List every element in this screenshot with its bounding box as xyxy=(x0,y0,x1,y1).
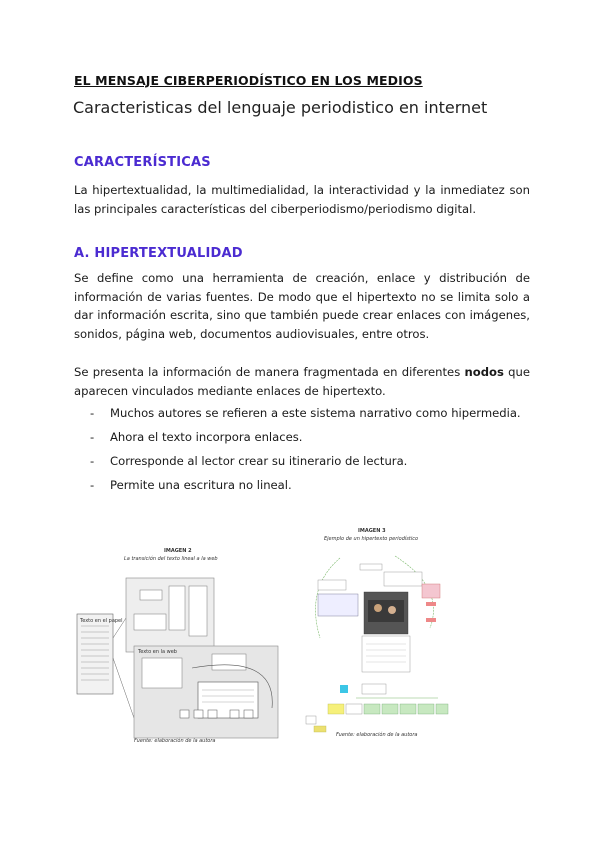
nodos-bold-word: nodos xyxy=(464,365,504,379)
diagram-hypertext-network xyxy=(300,528,450,740)
hipertextualidad-bullet-list xyxy=(90,404,521,500)
bullet-dash: - xyxy=(90,478,95,492)
caracteristicas-paragraph: La hipertextualidad, la multimedialidad, la interactividad y la inmediatez son las principales características del ciberperiodismo/periodismo digital. xyxy=(74,183,530,216)
section-heading-hipertextualidad: A. HIPERTEXTUALIDAD xyxy=(74,246,243,261)
bullet-dash: - xyxy=(90,454,95,468)
list-item xyxy=(90,404,521,428)
bullet-dash: - xyxy=(90,406,95,420)
section-heading-caracteristicas: CARACTERÍSTICAS xyxy=(74,155,211,170)
bullet-text: Permite una escritura no lineal. xyxy=(110,478,292,492)
figure-label: IMAGEN 3 xyxy=(358,528,386,534)
list-item xyxy=(90,452,521,476)
hipertextualidad-paragraph: Se define como una herramienta de creación, enlace y distribución de información de varias fuentes. De modo que el hipertexto no se limita solo a dar información escrita, sino que también puede crear enlaces con imágenes, sonidos, página web, documentos audiovisuales, entre otros. xyxy=(74,271,530,341)
figure-footer: Fuente: elaboración de la autora xyxy=(134,738,216,744)
figure-image-2 xyxy=(72,548,284,746)
nodos-paragraph xyxy=(74,363,530,400)
figure-footer: Fuente: elaboración de la autora xyxy=(336,732,418,738)
list-item xyxy=(90,428,521,452)
document-subtitle: Caracteristicas del lenguaje periodistico en internet xyxy=(73,98,488,117)
figure-text-col-label: Texto en el papel xyxy=(80,618,123,624)
document-title: EL MENSAJE CIBERPERIODÍSTICO EN LOS MEDIOS xyxy=(74,73,423,88)
figure-web-label: Texto en la web xyxy=(138,649,177,655)
bullet-dash: - xyxy=(90,430,95,444)
list-item xyxy=(90,476,521,500)
bullet-text: Muchos autores se refieren a este sistema narrativo como hipermedia. xyxy=(110,406,521,420)
figure-image-3 xyxy=(300,528,450,740)
figure-caption: La transición del texto lineal a la web xyxy=(124,556,218,562)
diagram-linear-to-web xyxy=(72,548,284,746)
bullet-text: Ahora el texto incorpora enlaces. xyxy=(110,430,303,444)
figure-label: IMAGEN 2 xyxy=(164,548,192,554)
nodos-text-after: que aparecen vinculados mediante enlaces de hipertexto. xyxy=(74,365,530,398)
bullet-text: Corresponde al lector crear su itinerario de lectura. xyxy=(110,454,408,468)
figure-caption: Ejemplo de un hipertexto periodístico xyxy=(324,536,419,542)
nodos-text-before: Se presenta la información de manera fragmentada en diferentes xyxy=(74,365,465,379)
